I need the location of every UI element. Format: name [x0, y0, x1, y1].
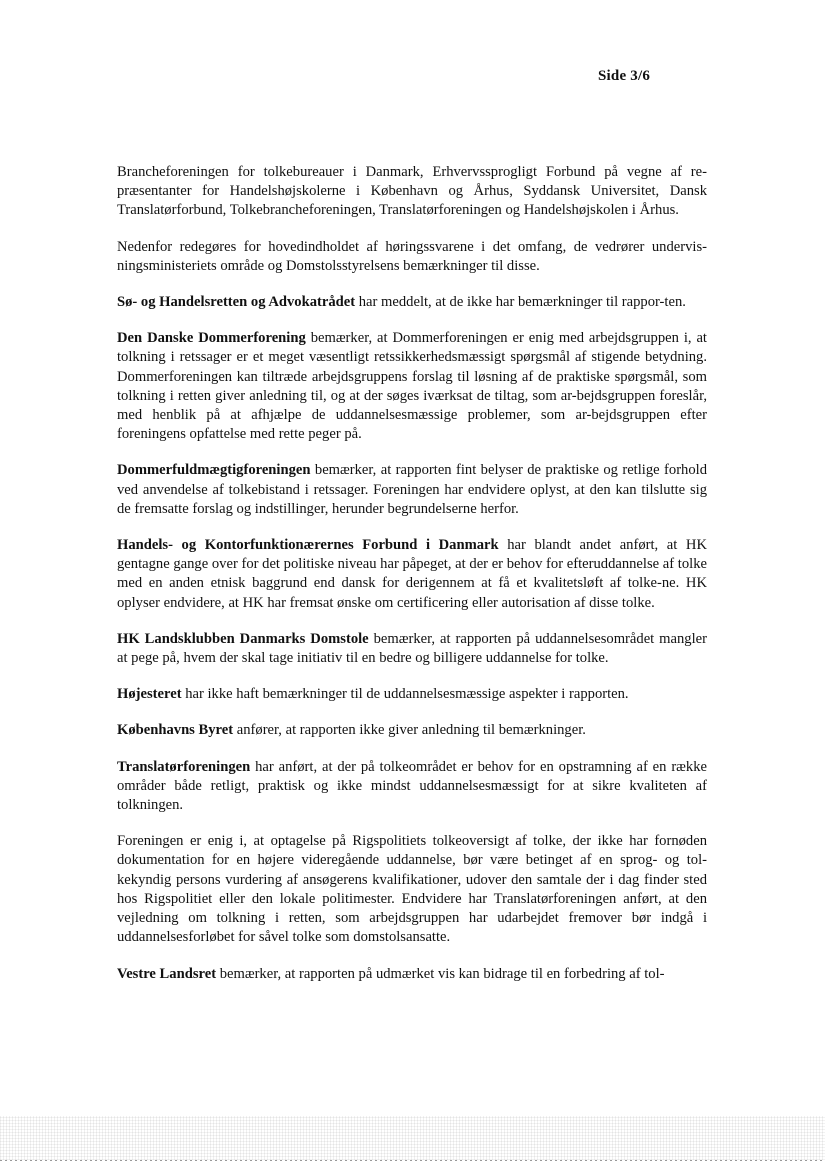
paragraph-text: anfører, at rapporten ikke giver anledning til bemærkninger. [233, 722, 586, 739]
paragraph-3 [117, 293, 707, 312]
paragraph-lead: Sø- og Handelsretten og Advokatrådet [117, 294, 356, 311]
paragraph-text: Foreningen er enig i, at optagelse på Rigspolitiets tolkeoversigt af tolke, der ikke har fornøden dokumentation for en højere videregående uddannelse, bør være betinget af en sprog- og tol-kekyndig persons vurdering af ansøgerens kvalifikationer, udover den samtale der i dag finder sted hos Rigspolitiet eller den lokale politimester. Endvidere har Translatørforeningen anført, at den vejledning om tolkning i retten, som arbejdsgruppen har udarbejdet fremover bør indgå i uddannelsesforløbet for såvel tolke som domstolsansatte. [117, 833, 707, 946]
paragraph-1 [117, 163, 707, 221]
paragraph-2 [117, 238, 707, 276]
paragraph-lead: Den Danske Dommerforening [117, 330, 306, 347]
paragraph-text: har ikke haft bemærkninger til de uddannelsesmæssige aspekter i rapporten. [181, 686, 629, 703]
scan-edge-line [0, 1160, 825, 1161]
paragraph-11 [117, 832, 707, 947]
paragraph-text: Nedenfor redegøres for hovedindholdet af høringssvarene i det omfang, de vedrører undervis-ningsministeriets område og Domstolsstyrelsens bemærkninger til disse. [117, 238, 707, 274]
paragraph-text: har anført, at der på tolkeområdet er behov for en opstramning af en række områder både retligt, praktisk og ikke mindst uddannelsesmæssigt for at sikre kvaliteten af tolkningen. [117, 758, 707, 814]
paragraph-text: har meddelt, at de ikke har bemærkninger til rappor-ten. [355, 294, 686, 311]
paragraph-text: bemærker, at rapporten på uddannelsesområdet mangler at pege på, hvem der skal tage initiativ til en bedre og billigere uddannelse for tolke. [117, 630, 707, 667]
paragraph-lead: Københavns Byret [117, 722, 234, 739]
paragraph-lead: Vestre Landsret [117, 965, 217, 982]
scan-noise-strip [0, 1116, 825, 1160]
paragraph-12 [117, 965, 707, 984]
paragraph-text: bemærker, at rapporten fint belyser de praktiske og retlige forhold ved anvendelse af tolkebistand i retssager. Foreningen har endvidere oplyst, at den kan tilslutte sig de fremsatte forslag og indstillinger, herunder begrundelserne herfor. [117, 462, 707, 517]
paragraph-10 [117, 758, 707, 816]
paragraph-lead: Dommerfuldmægtigforeningen [117, 462, 311, 479]
paragraph-lead: Translatørforeningen [117, 758, 251, 775]
paragraph-lead: Højesteret [117, 686, 182, 703]
paragraph-4 [117, 329, 707, 444]
paragraph-8 [117, 685, 707, 704]
paragraph-lead: HK Landsklubben Danmarks Domstole [117, 630, 369, 647]
paragraph-text: Brancheforeningen for tolkebureauer i Danmark, Erhvervssprogligt Forbund på vegne af re-præsentanter for Handelshøjskolerne i København og Århus, Syddansk Universitet, Dansk Translatørforbund, Tolkebrancheforeningen, Translatørforeningen og Handelshøjskolen i Århus. [117, 164, 707, 219]
paragraph-text: bemærker, at rapporten på udmærket vis kan bidrage til en forbedring af tol- [216, 965, 665, 982]
paragraph-text: har blandt andet anført, at HK gentagne gange over for det politiske niveau har påpeget, at der er behov for efteruddannelse af tolke med en anden etnisk baggrund end dansk for derigennem at få et kvalitetsløft af tolke-ne. HK oplyser endvidere, at HK har fremsat ønske om certificering eller autorisation af disse tolke. [117, 537, 707, 611]
paragraph-5 [117, 461, 707, 519]
paragraph-6 [117, 536, 707, 613]
paragraph-lead: Handels- og Kontorfunktionærernes Forbund i Danmark [117, 537, 499, 554]
paragraph-9 [117, 721, 707, 740]
page-number: Side 3/6 [598, 68, 651, 84]
paragraph-7 [117, 630, 707, 668]
paragraph-text: bemærker, at Dommerforeningen er enig med arbejdsgruppen i, at tolkning i retssager er et meget væsentligt retssikkerhedsmæssigt spørgsmål af stigende betydning. Dommerforeningen kan tiltræde arbejdsgruppens forslag til løsning af de praktiske spørgsmål, som tolkning i retten giver anledning til, og at der søges iværksat de tiltag, som ar-bejdsgruppen foreslår, med henblik på at afhjælpe de uddannelsesmæssige problemer, som ar-bejdsgruppen efter foreningens opfattelse med rette peger på. [117, 330, 707, 443]
document-body [117, 163, 707, 1001]
